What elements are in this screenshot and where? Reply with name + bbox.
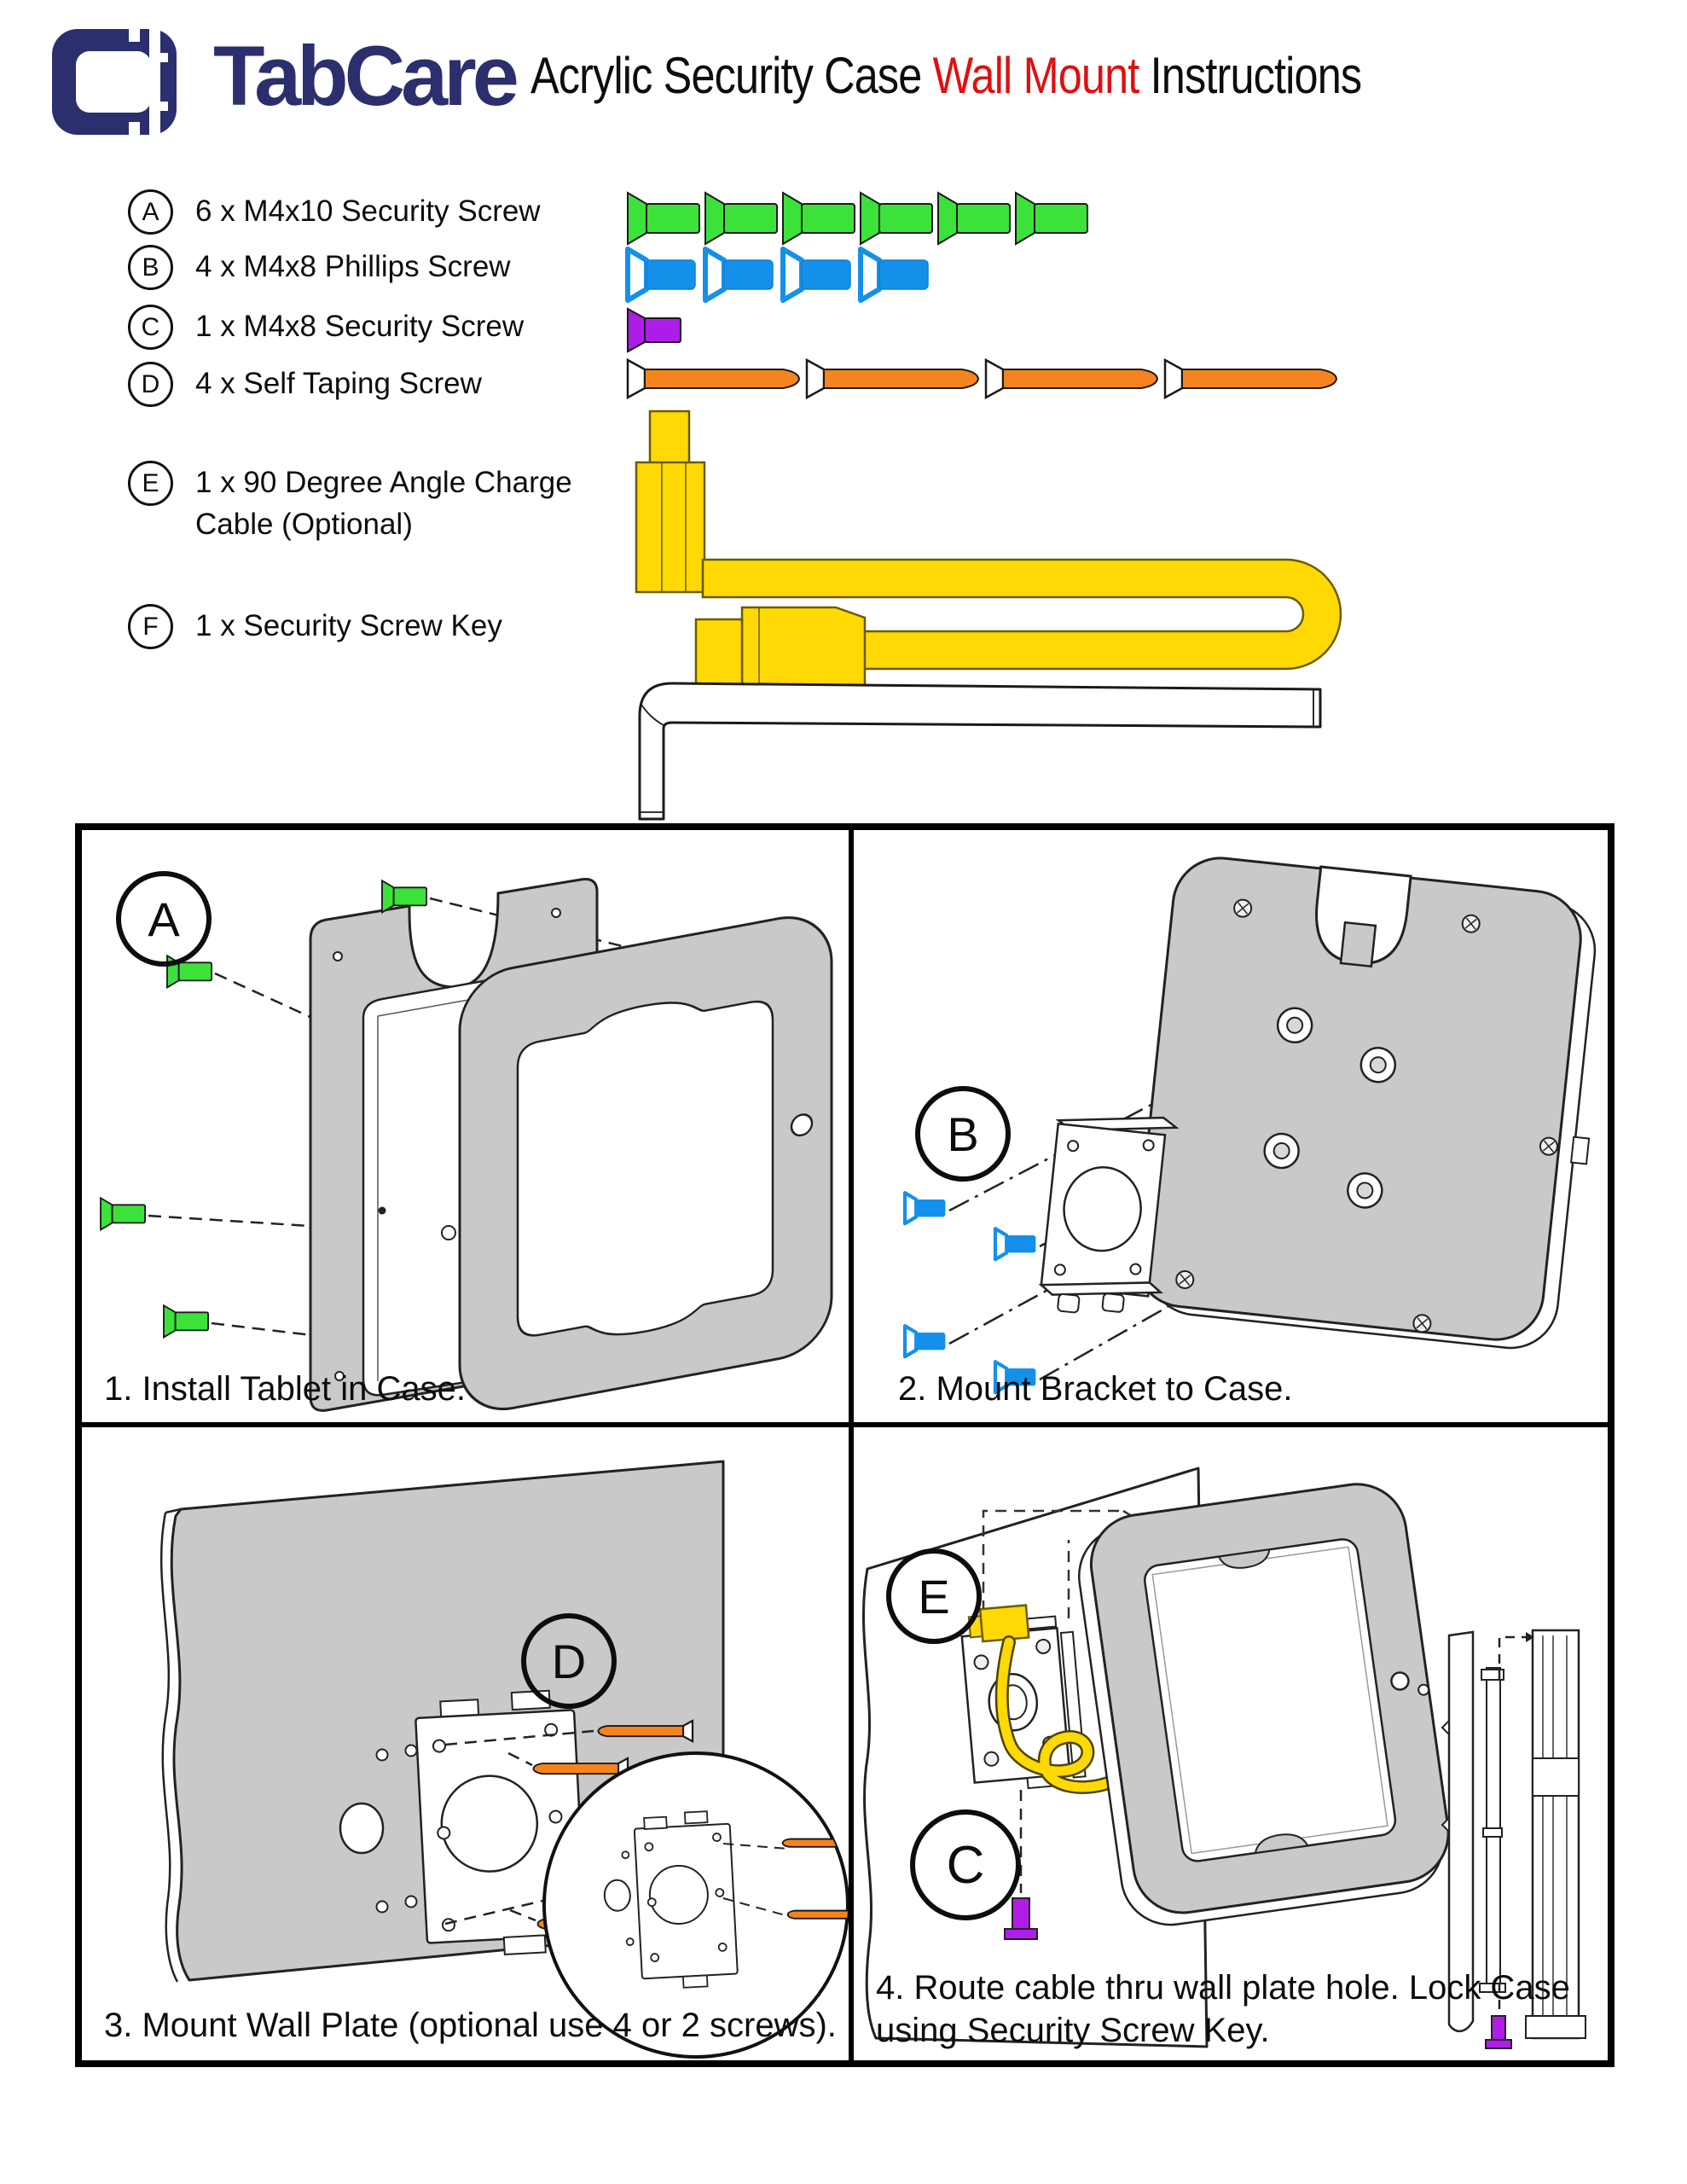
step-1-panel bbox=[79, 828, 851, 1425]
step-badge-a: A bbox=[116, 871, 212, 967]
page-title bbox=[530, 46, 1361, 105]
step-badge-d: D bbox=[521, 1613, 617, 1709]
m4x8-security-screw-icon bbox=[628, 309, 681, 351]
step-2-caption: 2. Mount Bracket to Case. bbox=[898, 1370, 1293, 1408]
part-label-b: 4 x M4x8 Phillips Screw bbox=[195, 250, 511, 283]
part-row-c bbox=[128, 305, 524, 350]
step-1-caption: 1. Install Tablet in Case. bbox=[104, 1370, 466, 1408]
charge-cable-icon bbox=[636, 411, 1341, 720]
step-3-panel bbox=[79, 1425, 851, 2063]
tabcare-logo-icon bbox=[47, 26, 211, 138]
part-label-c: 1 x M4x8 Security Screw bbox=[195, 310, 525, 343]
wall-cable-hole bbox=[340, 1804, 383, 1853]
vesa-bracket bbox=[1039, 1107, 1179, 1321]
case-front-frame bbox=[460, 909, 832, 1418]
step-3-caption: 3. Mount Wall Plate (optional use 4 or 2 screws). bbox=[104, 2007, 837, 2044]
part-label-a: 6 x M4x10 Security Screw bbox=[195, 195, 541, 228]
m4x8-phillips-screws-icon bbox=[628, 249, 928, 300]
mounted-case bbox=[1071, 1478, 1456, 1931]
tablet-camera-dot bbox=[379, 1207, 386, 1215]
step-badge-b: B bbox=[915, 1086, 1011, 1182]
m4x10-security-screws-icon bbox=[628, 193, 1087, 244]
security-screw-key-icon bbox=[640, 683, 1320, 819]
part-row-f bbox=[128, 604, 502, 649]
step-4-caption-line1: 4. Route cable thru wall plate hole. Lock Case bbox=[876, 1969, 1570, 2007]
blue-phillips-screws bbox=[905, 1193, 1035, 1392]
part-row-d bbox=[128, 362, 482, 407]
part-badge-e: E bbox=[128, 461, 173, 506]
part-row-e bbox=[128, 461, 605, 545]
step-4-caption bbox=[876, 1966, 1606, 2052]
part-label-f: 1 x Security Screw Key bbox=[195, 609, 502, 642]
part-label-e: 1 x 90 Degree Angle Charge Cable (Optional) bbox=[195, 466, 572, 541]
step-badge-e: E bbox=[886, 1548, 982, 1644]
route-cable-diagram bbox=[854, 1427, 1608, 2060]
part-badge-c: C bbox=[128, 305, 173, 350]
part-row-a bbox=[128, 189, 541, 235]
part-row-b bbox=[128, 245, 511, 290]
mount-wall-plate-diagram bbox=[82, 1427, 849, 2060]
parts-illustrations bbox=[612, 179, 1363, 828]
part-label-d: 4 x Self Taping Screw bbox=[195, 367, 482, 400]
title-suffix: Instructions bbox=[1139, 47, 1362, 104]
part-badge-f: F bbox=[128, 604, 173, 649]
step-2-panel bbox=[851, 828, 1610, 1425]
step-4-panel bbox=[851, 1425, 1610, 2063]
title-prefix: Acrylic Security Case bbox=[530, 47, 933, 104]
step-badge-c: C bbox=[910, 1809, 1021, 1920]
step-4-caption-line2: using Security Screw Key. bbox=[876, 2012, 1270, 2049]
steps-grid bbox=[75, 823, 1615, 2067]
case-back bbox=[1130, 851, 1608, 1354]
part-badge-b: B bbox=[128, 245, 173, 290]
brand-text: TabCare bbox=[213, 28, 515, 123]
part-badge-d: D bbox=[128, 362, 173, 407]
self-taping-screws-icon bbox=[628, 360, 1336, 398]
part-badge-a: A bbox=[128, 189, 173, 235]
title-highlight: Wall Mount bbox=[932, 47, 1139, 104]
